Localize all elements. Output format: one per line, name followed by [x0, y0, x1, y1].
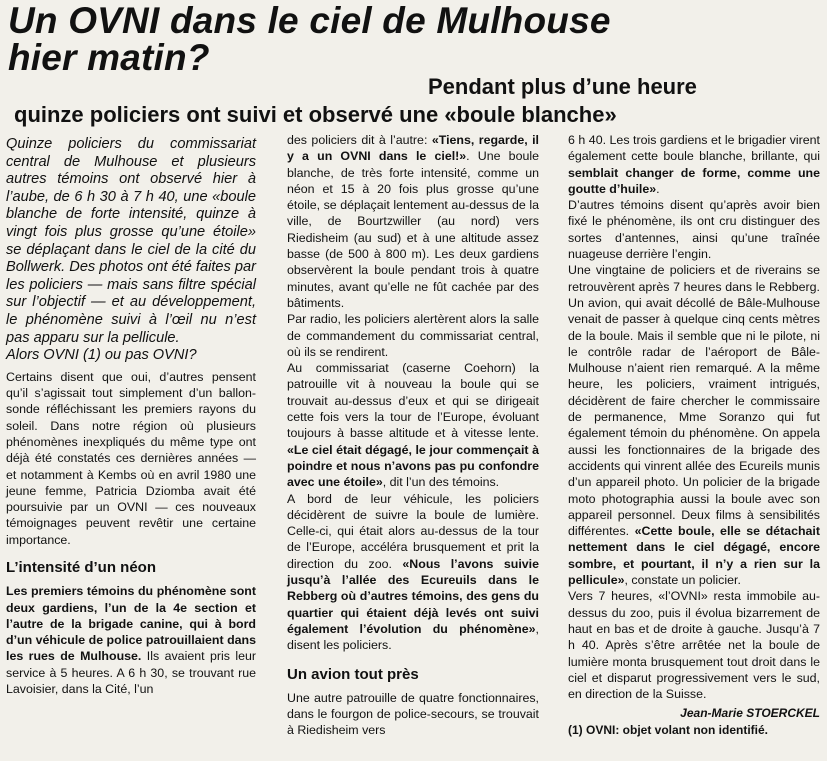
- body-text: Au commissariat (caserne Coehorn) la patrouille vit à nouveau la boule qui se trouvait au-dessus d’eux et qui se dirigeait cette fois vers la tour de l’Europe, évoluant toujours à basse altitude et à vitesse lente.: [287, 361, 539, 441]
- intro-question: Alors OVNI (1) ou pas OVNI?: [6, 347, 197, 364]
- body-paragraph: [568, 262, 820, 588]
- quote: «Nous l’avons suivie jusqu’à l’allée des Ecureuils dans le Rebberg où d’autres témoins, des gens du quartier qui étaient déjà levés ont suivi également l’évolution du phénomène»: [287, 556, 540, 636]
- column-3: [568, 132, 820, 738]
- deck-line-1: Pendant plus d’une heure: [428, 74, 697, 99]
- bold-lead: Les premiers témoins du phénomène sont deux gardiens, l’un de la 4e section et l’autre de la brigade canine, qui à bord d’un véhicule de police patrouillaient dans les rues de Mulhouse.: [6, 584, 256, 664]
- quote: «Cette boule, elle se détachait nettement dans le ciel dégagé, encore sombre, et pourtant, il n’y a rien sur la pellicule»: [568, 524, 820, 588]
- intro: [6, 136, 256, 365]
- body-text: Ils avaient pris leur service à 5 heures. A 6 h 30, se trouvant rue Lavoisier, dans la Cité, l’un: [6, 649, 257, 697]
- quote: «Le ciel était dégagé, le jour commençait à poindre et nous n’avons pas pu confondre avec une étoile»: [287, 442, 539, 490]
- intro-paragraph: Quinze policiers du commissariat central de Mulhouse et plusieurs autres témoins ont observé hier à l’aube, de 6 h 30 à 7 h 40, une «boule blanche de forte intensité, quinze à vingt fois plus grosse qu’une étoile» se déplaçant dans le ciel de la cité du Bollwerk. Des photos ont été faites par les policiers — mais sans filtre spécial sur l’objectif — et au développement, le phénomène suivi à l’œil nu n’est pas apparu sur la pellicule.: [6, 136, 256, 346]
- deck-line-2: quinze policiers ont suivi et observé une «boule blanche»: [14, 102, 617, 127]
- quote: semblait changer de forme, comme une goutte d’huile»: [568, 165, 820, 196]
- body-text: , constate un policier.: [624, 573, 741, 588]
- body-text: des policiers dit à l’autre:: [287, 133, 432, 147]
- body-paragraph: Certains disent que oui, d’autres pensent qu’il s’agissait tout simplement d’un ballon-sonde réfléchissant les premiers rayons du soleil. Dans notre région où plusieurs phénomènes inexpliqués du même type ont déjà été constatés ces dernières années — et notamment à Kembs où en avril 1980 une jeune femme, Patricia Dziomba avait été poursuivie par un OVNI — ces nouveaux témoignages peuvent revêtir une certaine importance.: [6, 369, 256, 547]
- body-paragraph: [6, 583, 256, 697]
- body-text: , disent les policiers.: [287, 621, 539, 653]
- body-paragraph: Vers 7 heures, «l’OVNI» resta immobile au-dessus du zoo, puis il évolua bizarrement de haut en bas et de droite à gauche. Jusqu’à 7 h 40. Après s’être arrêtée net la boule de lumière monta brusquement tout droit dans le ciel et disparut progressivement vers le sud, en direction de la Suisse.: [568, 589, 820, 702]
- column-2: [287, 132, 539, 739]
- body-paragraph: [568, 132, 820, 197]
- body-text: Une vingtaine de policiers et de riverains se retrouvèrent après 7 heures dans le Rebberg. Un avion, qui avait décollé de Bâle-Mulhouse venait de passer à quelque cinq cents mètres de la boule. Mais il semble que ni le pilote, ni le contrôle radar de l’aéroport de Bâle-Mulhouse n’aient rien remarqué. A la même heure, les policiers, vraiment intrigués, décidèrent de faire chercher le commissaire de permanence, Mme Soranzo qui fut également témoin du phénomène. On appela aussi les fonctionnaires de la brigade des accidents qui vinrent allée des Ecureils munis d’un appareil photo. Un policier de la brigade moto photographia aussi la boule avec son appareil personnel. Deux films à sensibilités différentes.: [568, 263, 820, 539]
- body-text: , dit l’un des témoins.: [382, 475, 500, 490]
- author-signature: Jean-Marie STOERCKEL: [680, 706, 820, 721]
- body-paragraph: [287, 132, 539, 311]
- column-1: [6, 136, 256, 697]
- body-paragraph: [287, 491, 539, 654]
- body-text: A bord de leur véhicule, les policiers décidèrent de suivre la boule de lumière. Celle-ci, qui était alors au-dessus de la tour de l’Europe, accéléra brusquement et prit la direction du zoo.: [287, 491, 539, 571]
- headline: Un OVNI dans le ciel de Mulhouse hier matin?: [8, 0, 611, 78]
- body-paragraph: [287, 360, 539, 490]
- body-text: .: [656, 181, 660, 196]
- quote: «Tiens, regarde, il y a un OVNI dans le ciel!»: [287, 133, 539, 164]
- body-paragraph: D’autres témoins disent qu’après avoir bien fixé le phénomène, ils ont cru distinguer des sortes d’antennes, ainsi qu’une traînée nuageuse derrière l’engin.: [568, 198, 820, 262]
- body-paragraph: Par radio, les policiers alertèrent alors la salle de commandement du commissariat central, où ils se rendirent.: [287, 312, 539, 359]
- subhead-neon: L’intensité d’un néon: [6, 558, 156, 576]
- body-text: 6 h 40. Les trois gardiens et le brigadier virent également cette boule blanche, brillante, qui: [568, 133, 820, 164]
- subhead-avion: Un avion tout près: [287, 665, 419, 683]
- body-paragraph: Une autre patrouille de quatre fonctionnaires, dans le fourgon de police-secours, se trouvait à Riedisheim vers: [287, 690, 539, 738]
- body-text: . Une boule blanche, de très forte intensité, comme un néon et 15 à 20 fois plus grosse qu’une étoile, se déplaçait lentement au-dessus de la ville, de Bourtzwiller (au nord) vers Riedisheim (au sud) et à une altitude assez basse (de 500 à 800 m). Les deux gardiens observèrent la boule pendant trois à quatre minutes, avant qu’elle ne fût cachée par des bâtiments.: [287, 149, 539, 310]
- footnote: (1) OVNI: objet volant non identifié.: [568, 722, 768, 737]
